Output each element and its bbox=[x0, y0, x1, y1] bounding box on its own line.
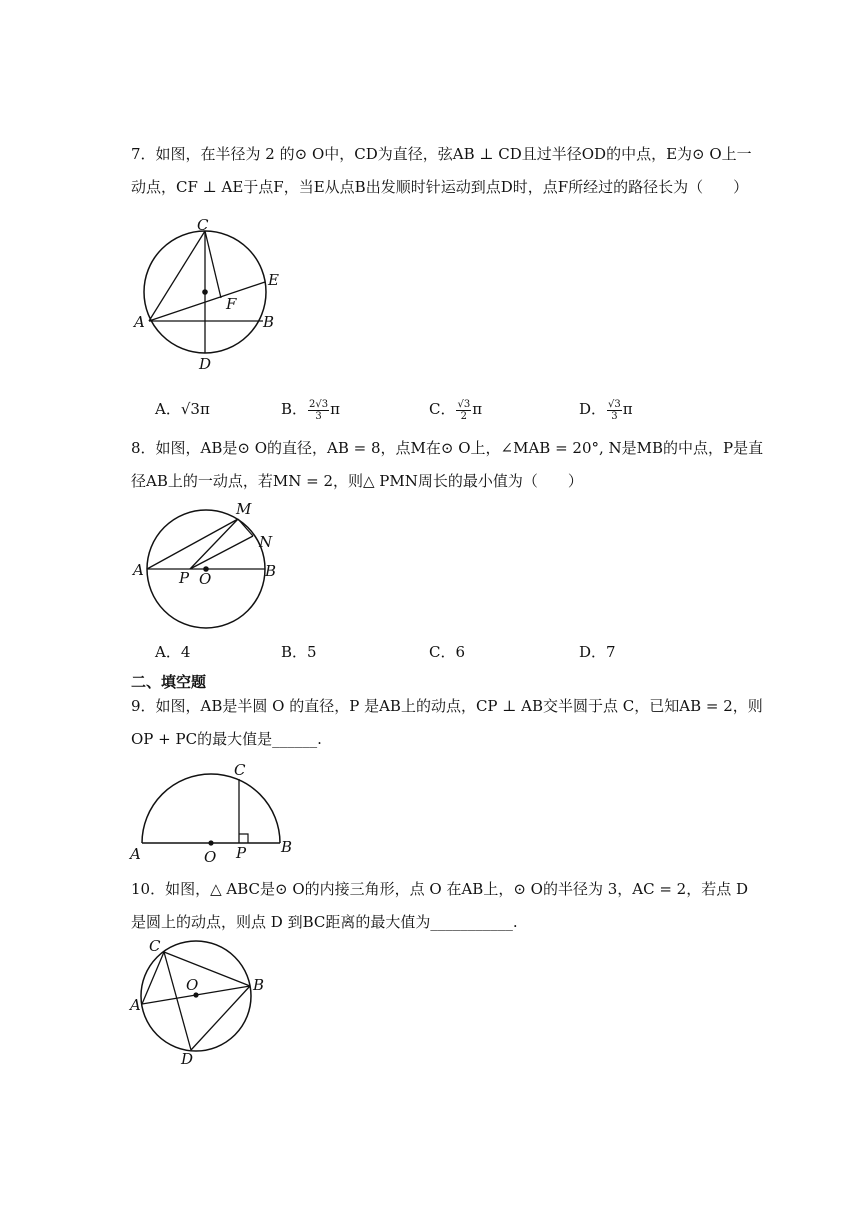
q8-label-a: A bbox=[133, 561, 144, 579]
q10-segment-db bbox=[191, 986, 250, 1050]
q10-segment-cb bbox=[164, 952, 250, 986]
q10-segment-cd bbox=[164, 952, 191, 1050]
section-heading: 二、填空题 bbox=[131, 673, 207, 691]
q7-text-line1: 7．如图，在半径为 2 的⊙ O中，CD为直径，弦AB ⊥ CD且过半径OD的中点，E为⊙ O上一 bbox=[131, 145, 752, 163]
q8-option-d[interactable]: D．7 bbox=[579, 643, 616, 661]
q9-text-line2: OP + PC的最大值是______. bbox=[131, 730, 322, 748]
q7-option-c-prefix: C． bbox=[429, 400, 456, 418]
q7-option-b-prefix: B． bbox=[281, 400, 308, 418]
q7-option-d-pi: π bbox=[622, 400, 633, 418]
q7-option-c-denominator: 2 bbox=[460, 410, 468, 422]
q8-label-o: O bbox=[199, 570, 212, 588]
q8-label-p: P bbox=[179, 569, 190, 587]
q7-option-d-numerator: √3 bbox=[608, 398, 621, 410]
q7-option-a-prefix: A． bbox=[155, 400, 181, 418]
q7-option-d-prefix: D． bbox=[579, 400, 607, 418]
q8-text-line2: 径AB上的一动点，若MN = 2，则△ PMN周长的最小值为（ ） bbox=[131, 472, 583, 490]
q7-label-a: A bbox=[134, 313, 145, 331]
q7-option-b-denominator: 3 bbox=[315, 410, 322, 422]
q10-segment-ac bbox=[142, 952, 164, 1004]
q7-option-d-denominator: 3 bbox=[611, 410, 618, 422]
q9-label-b: B bbox=[281, 838, 293, 856]
q9-text-line1: 9．如图，AB是半圆 O 的直径，P 是AB上的动点，CP ⊥ AB交半圆于点 C，已知AB = 2，则 bbox=[131, 697, 763, 715]
q7-option-c-numerator: √3 bbox=[457, 398, 471, 410]
q7-label-f: F bbox=[226, 295, 237, 313]
q10-label-a: A bbox=[130, 996, 141, 1014]
q7-option-a-value: √3π bbox=[180, 400, 210, 418]
q8-option-c[interactable]: C．6 bbox=[429, 643, 466, 661]
q10-label-o: O bbox=[186, 976, 199, 994]
q10-text-line2: 是圆上的动点，则点 D 到BC距离的最大值为___________. bbox=[131, 913, 518, 931]
q8-option-a[interactable]: A．4 bbox=[155, 643, 191, 661]
q7-label-e: E bbox=[268, 271, 279, 289]
q10-label-d: D bbox=[181, 1050, 194, 1068]
q7-label-b: B bbox=[263, 313, 275, 331]
q8-label-m: M bbox=[236, 500, 252, 518]
q8-label-b: B bbox=[265, 562, 277, 580]
q7-text-line2: 动点，CF ⊥ AE于点F，当E从点B出发顺时针运动到点D时，点F所经过的路径长为（ ） bbox=[131, 178, 749, 196]
q7-label-c: C bbox=[197, 216, 209, 234]
q7-label-d: D bbox=[199, 355, 212, 373]
q7-option-c-pi: π bbox=[472, 400, 483, 418]
q10-text-line1: 10．如图，△ ABC是⊙ O的内接三角形，点 O 在AB上，⊙ O的半径为 3，AC = 2，若点 D bbox=[131, 880, 749, 898]
q7-option-b-numerator: 2√3 bbox=[309, 398, 329, 410]
q8-text-line1: 8．如图，AB是⊙ O的直径，AB = 8，点M在⊙ O上，∠MAB = 20°, N是MB的中点，P是直 bbox=[131, 439, 764, 457]
q9-label-a: A bbox=[130, 845, 141, 863]
q9-label-c: C bbox=[234, 761, 246, 779]
q8-label-n: N bbox=[259, 533, 273, 551]
q9-label-o: O bbox=[204, 848, 217, 866]
q10-label-b: B bbox=[253, 976, 265, 994]
q10-label-c: C bbox=[149, 937, 161, 955]
q7-option-b-pi: π bbox=[330, 400, 340, 418]
q8-option-b[interactable]: B．5 bbox=[281, 643, 317, 661]
q9-label-p: P bbox=[236, 844, 247, 862]
